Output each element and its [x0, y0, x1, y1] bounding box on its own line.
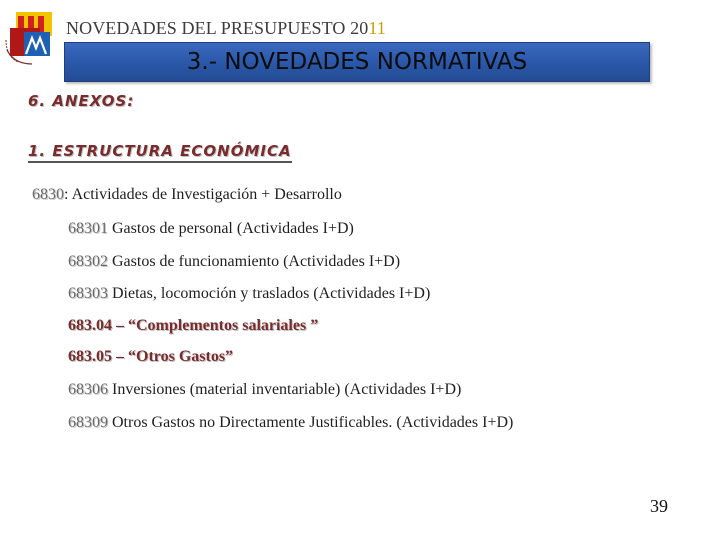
item-text: Otros Gastos no Directamente Justificables. (Actividades I+D): [108, 414, 514, 431]
presentation-title-main: NOVEDADES DEL PRESUPUESTO 20: [66, 18, 369, 38]
item-text: Gastos de funcionamiento (Actividades I+D): [108, 253, 401, 270]
item-code: 68301: [68, 220, 108, 237]
item-code: 68302: [68, 253, 108, 270]
banner-title: 3.- NOVEDADES NORMATIVAS: [186, 49, 528, 75]
main-item: [32, 186, 342, 204]
section-banner: [64, 42, 650, 82]
presentation-title-year-suffix: 11: [368, 18, 386, 38]
list-item: [68, 414, 513, 432]
item-text: Inversiones (material inventariable) (Actividades I+D): [108, 381, 462, 398]
heading-underline: [28, 161, 292, 163]
university-logo-icon: [4, 10, 58, 66]
page-number: 39: [650, 496, 668, 516]
main-item-code: 6830: [32, 186, 64, 203]
main-item-text: : Actividades de Investigación + Desarrollo: [64, 186, 342, 203]
presentation-title: [66, 18, 386, 39]
item-code: 68306: [68, 381, 108, 398]
item-text: Dietas, locomoción y traslados (Actividades I+D): [108, 285, 431, 302]
list-item: [68, 381, 461, 399]
item-code: 68303: [68, 285, 108, 302]
list-item: [68, 253, 400, 271]
list-item-otros-gastos: 683.05 – “Otros Gastos”: [68, 348, 234, 365]
item-code: 68309: [68, 414, 108, 431]
list-item-complementos: 683.04 – “Complementos salariales ”: [68, 317, 319, 334]
item-text: Gastos de personal (Actividades I+D): [108, 220, 354, 237]
heading-estructura-economica: 1. ESTRUCTURA ECONÓMICA: [28, 142, 292, 160]
heading-anexos: 6. ANEXOS:: [28, 92, 135, 110]
list-item: [68, 220, 354, 238]
list-item: [68, 285, 430, 303]
